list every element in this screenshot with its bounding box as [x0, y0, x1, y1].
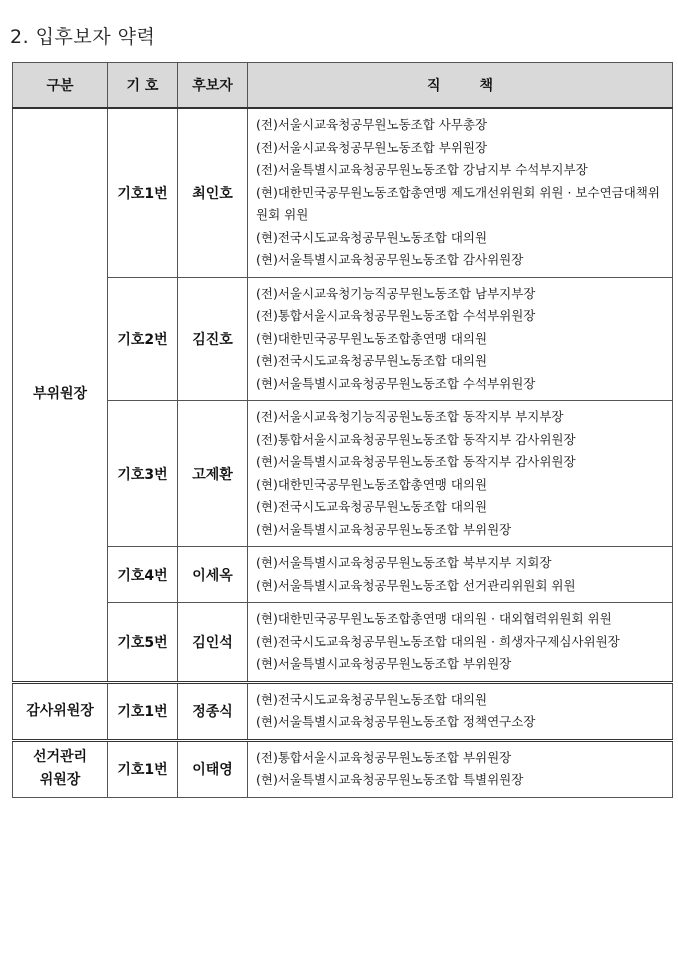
candidate-number: 기호1번 [108, 740, 178, 797]
candidate-number: 기호3번 [108, 401, 178, 547]
duty-line: (현)서울특별시교육청공무원노동조합 부위원장 [256, 521, 512, 537]
section-heading: 2. 입후보자 약력 [10, 26, 156, 48]
table-row [13, 603, 673, 683]
duty-line: (현)서울특별시교육청공무원노동조합 정책연구소장 [256, 714, 536, 729]
candidate-number: 기호4번 [108, 547, 178, 603]
duty-line: (현)서울특별시교육청공무원노동조합 선거관리위원회 위원 [256, 577, 576, 593]
table-body [13, 108, 673, 797]
table-row [13, 740, 673, 797]
candidate-name: 고제환 [178, 401, 248, 547]
candidate-name: 김진호 [178, 277, 248, 401]
table-row [13, 108, 673, 277]
duty-line: (현)서울특별시교육청공무원노동조합 수석부위원장 [256, 375, 536, 391]
duty-line: (현)전국시도교육청공무원노동조합 대의원 [256, 499, 488, 514]
table-row [13, 547, 673, 603]
duties-cell [248, 547, 673, 603]
duty-line: (전)통합서울시교육청공무원노동조합 동작지부 감사위원장 [256, 431, 576, 447]
duty-line: (현)서울특별시교육청공무원노동조합 특별위원장 [256, 772, 524, 787]
header-category: 구분 [13, 63, 108, 109]
duty-line: (전)서울시교육청공무원노동조합 사무총장 [256, 117, 488, 132]
duty-line: (전)서울시교육청기능직공무원노동조합 남부지부장 [256, 285, 536, 301]
duty-line: (전)서울시교육청공무원노동조합 부위원장 [256, 139, 488, 155]
duty-line: (현)전국시도교육청공무원노동조합 대의원 [256, 353, 488, 368]
candidate-number: 기호5번 [108, 603, 178, 683]
candidate-name: 김인석 [178, 603, 248, 683]
category-cell: 감사위원장 [13, 682, 108, 740]
candidate-number: 기호1번 [108, 682, 178, 740]
duty-line: (현)대한민국공무원노동조합총연맹 대의원 [256, 476, 488, 492]
duties-cell [248, 401, 673, 547]
header-duties: 직 책 [248, 63, 673, 109]
duties-cell [248, 682, 673, 740]
candidate-number: 기호2번 [108, 277, 178, 401]
candidate-name: 정종식 [178, 682, 248, 740]
duty-line: (전)서울시교육청기능직공원노동조합 동작지부 부지부장 [256, 409, 564, 424]
duty-line: (현)서울특별시교육청공무원노동조합 부위원장 [256, 656, 512, 671]
duty-line: (현)서울특별시교육청공무원노동조합 감사위원장 [256, 252, 524, 267]
category-cell: 선거관리 위원장 [13, 740, 108, 797]
candidate-number: 기호1번 [108, 108, 178, 277]
duties-cell [248, 740, 673, 797]
duties-cell [248, 108, 673, 277]
duty-line: (현)전국시도교육청공무원노동조합 대의원 · 희생자구제심사위원장 [256, 633, 620, 649]
duty-line: (현)전국시도교육청공무원노동조합 대의원 [256, 229, 488, 245]
candidate-name: 최인호 [178, 108, 248, 277]
duty-line: (현)대한민국공무원노동조합총연맹 대의원 · 대외협력위원회 위원 [256, 611, 612, 626]
candidate-name: 이태영 [178, 740, 248, 797]
duties-cell [248, 277, 673, 401]
duty-line: (전)통합서울시교육청공무원노동조합 부위원장 [256, 749, 512, 765]
candidate-table [12, 62, 673, 798]
header-candidate: 후보자 [178, 63, 248, 109]
category-cell: 부위원장 [13, 108, 108, 682]
duty-line: (전)통합서울시교육청공무원노동조합 수석부위원장 [256, 308, 536, 323]
duty-line: (현)대한민국공무원노동조합총연맹 제도개선위원회 위원 · 보수연금대책위원회 위원 [256, 184, 660, 222]
table-row [13, 401, 673, 547]
duty-line: (현)서울특별시교육청공무원노동조합 북부지부 지회장 [256, 555, 552, 570]
table-row [13, 682, 673, 740]
duty-line: (현)서울특별시교육청공무원노동조합 동작지부 감사위원장 [256, 454, 576, 469]
candidate-name: 이세옥 [178, 547, 248, 603]
duty-line: (현)전국시도교육청공무원노동조합 대의원 [256, 691, 488, 707]
duty-line: (전)서울특별시교육청공무원노동조합 강남지부 수석부지부장 [256, 162, 588, 177]
header-number: 기 호 [108, 63, 178, 109]
duties-cell [248, 603, 673, 683]
table-header-row [13, 63, 673, 109]
duty-line: (현)대한민국공무원노동조합총연맹 대의원 [256, 330, 488, 346]
table-row [13, 277, 673, 401]
